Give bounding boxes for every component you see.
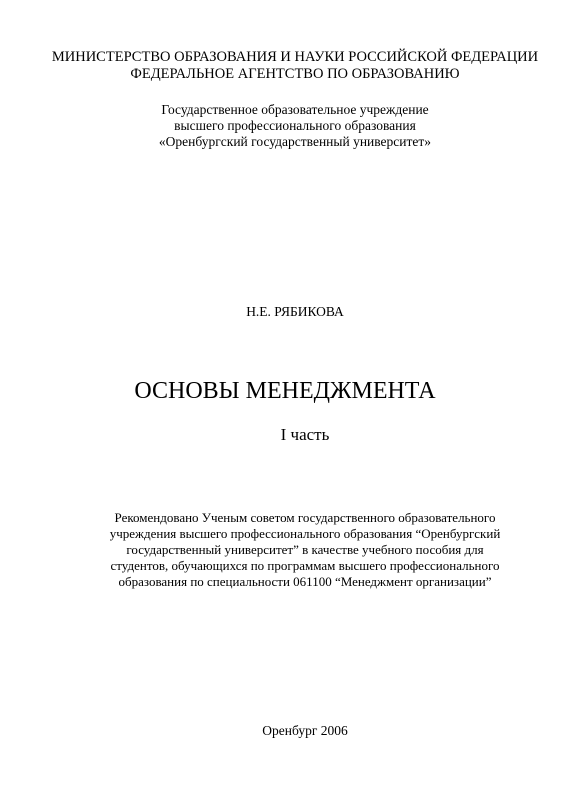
book-title <box>0 377 570 405</box>
institution-line-2: высшего профессионального образования <box>174 118 416 133</box>
book-title-text: ОСНОВЫ МЕНЕДЖМЕНТА <box>134 378 436 404</box>
publication-place-year <box>20 723 570 739</box>
institution-line-3: «Оренбургский государственный университет» <box>158 134 432 149</box>
recommendation-line-2: учреждения высшего профессионального образования “Оренбургский <box>109 526 501 541</box>
author-name <box>10 304 570 320</box>
institution-name <box>10 102 570 150</box>
recommendation-text <box>40 510 570 590</box>
book-part-text: I часть <box>280 425 330 444</box>
recommendation-line-4: студентов, обучающихся по программам высшего профессионального <box>110 558 500 573</box>
institution-line-1: Государственное образовательное учреждение <box>161 102 429 117</box>
book-part <box>20 425 570 445</box>
author-text: Н.Е. РЯБИКОВА <box>246 304 344 319</box>
recommendation-line-5: образования по специальности 061100 “Менеджмент организации” <box>118 574 492 589</box>
ministry-line-1: МИНИСТЕРСТВО ОБРАЗОВАНИЯ И НАУКИ РОССИЙСКОЙ ФЕДЕРАЦИИ <box>51 49 539 65</box>
recommendation-line-1: Рекомендовано Ученым советом государственного образовательного <box>114 510 496 525</box>
ministry-line-2: ФЕДЕРАЛЬНОЕ АГЕНТСТВО ПО ОБРАЗОВАНИЮ <box>130 66 460 82</box>
recommendation-line-3: государственный университет” в качестве учебного пособия для <box>126 542 484 557</box>
city-year-text: Оренбург 2006 <box>262 723 348 738</box>
ministry-header <box>10 49 570 83</box>
